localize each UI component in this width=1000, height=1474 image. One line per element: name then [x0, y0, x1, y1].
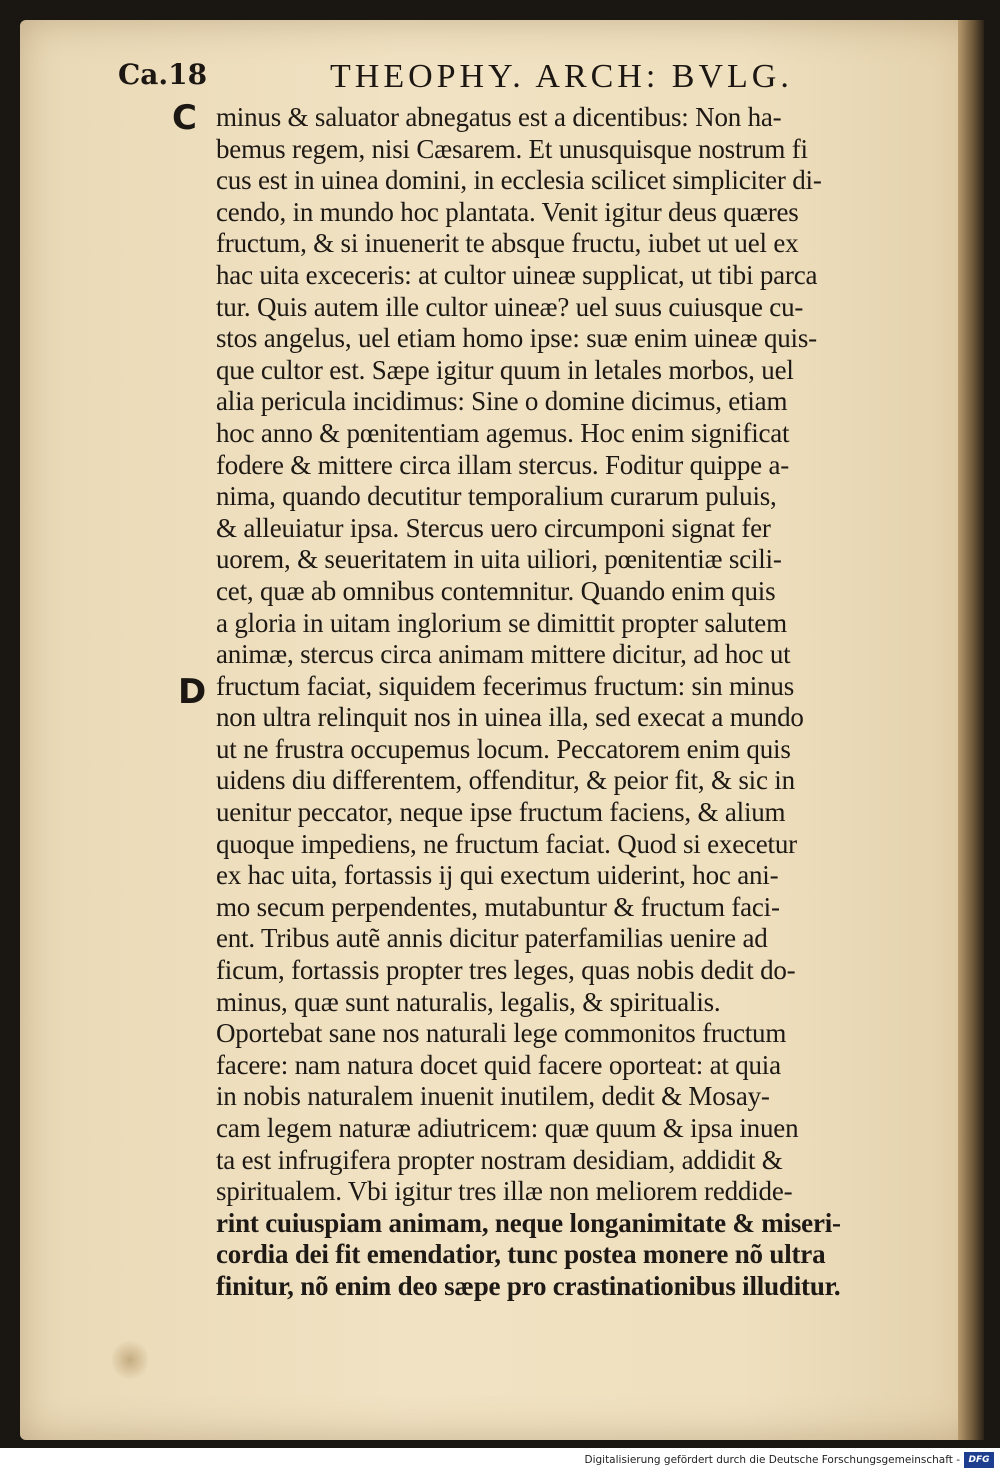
- text-line: cet, quæ ab omnibus contemnitur. Quando enim quis: [216, 575, 776, 606]
- text-line: mo secum perpendentes, mutabuntur & fructum faci-: [216, 891, 780, 922]
- text-line: bemus regem, nisi Cæsarem. Et unusquisque nostrum fi: [216, 133, 808, 164]
- text-line: stos angelus, uel etiam homo ipse: suæ enim uineæ quis-: [216, 323, 817, 354]
- text-line: non ultra relinquit nos in uinea illa, sed execat a mundo: [216, 702, 804, 733]
- text-line: rint cuiuspiam animam, neque longanimitate & miseri-: [216, 1207, 841, 1238]
- dfg-logo: DFG: [964, 1452, 994, 1468]
- text-line: cus est in uinea domini, in ecclesia scilicet simpliciter di-: [216, 165, 822, 196]
- paper-stain: [112, 1338, 148, 1382]
- text-line: facere: nam natura docet quid facere oporteat: at quia: [216, 1049, 781, 1080]
- text-line: cendo, in mundo hoc plantata. Venit igitur deus quæres: [216, 196, 799, 227]
- text-line: cam legem naturæ adiutricem: quæ quum & ipsa inuen: [216, 1113, 799, 1143]
- text-line: uenitur peccator, neque ipse fructum faciens, & alium: [216, 797, 786, 828]
- text-line: & alleuiatur ipsa. Stercus uero circumponi signat fer: [216, 512, 771, 543]
- text-line: nima, quando decutitur temporalium curarum puluis,: [216, 481, 777, 512]
- text-line: quoque impediens, ne fructum faciat. Quod si execetur: [216, 828, 797, 859]
- text-line: fodere & mittere circa illam stercus. Foditur quippe a-: [216, 449, 790, 480]
- page-footer: [0, 1452, 1000, 1472]
- book-gutter: [958, 20, 984, 1440]
- text-line: ta est infrugifera propter nostram desidiam, addidit &: [216, 1144, 783, 1175]
- text-line: in nobis naturalem inuenit inutilem, dedit & Mosay-: [216, 1081, 770, 1112]
- text-line: ent. Tribus autẽ annis dicitur paterfamilias uenire ad: [216, 923, 768, 954]
- text-line: uidens diu differentem, offenditur, & peior fit, & sic in: [216, 765, 795, 796]
- text-line: minus, quæ sunt naturalis, legalis, & spiritualis.: [216, 986, 721, 1017]
- text-line: Oportebat sane nos naturali lege commonitos fructum: [216, 1018, 787, 1049]
- text-line: ficum, fortassis propter tres leges, quas nobis dedit do-: [216, 955, 796, 986]
- text-line: hac uita exceceris: at cultor uineæ supplicat, ut tibi parca: [216, 259, 818, 290]
- body-text: [216, 102, 928, 1303]
- digitization-credit: Digitalisierung gefördert durch die Deutsche Forschungsgemeinschaft -: [584, 1454, 960, 1466]
- margin-letter-d: D: [178, 672, 207, 712]
- text-line: hoc anno & pœnitentiam agemus. Hoc enim significat: [216, 417, 790, 448]
- text-line: a gloria in uitam inglorium se dimittit propter salutem: [216, 607, 787, 638]
- text-line: ut ne frustra occupemus locum. Peccatorem enim quis: [216, 733, 791, 764]
- text-line: finitur, nõ enim deo sæpe pro crastinationibus illuditur.: [216, 1270, 841, 1301]
- text-line: cordia dei fit emendatior, tunc postea monere nõ ultra: [216, 1239, 826, 1270]
- text-line: minus & saluator abnegatus est a dicentibus: Non ha-: [216, 102, 782, 132]
- text-line: animæ, stercus circa animam mittere dicitur, ad hoc ut: [216, 639, 791, 670]
- text-line: que cultor est. Sæpe igitur quum in letales morbos, uel: [216, 354, 794, 385]
- text-line: alia pericula incidimus: Sine o domine dicimus, etiam: [216, 386, 788, 417]
- text-line: spiritualem. Vbi igitur tres illæ non meliorem reddide-: [216, 1176, 793, 1207]
- running-title: THEOPHY. ARCH: BVLG.: [330, 58, 793, 95]
- page-header: [0, 58, 1000, 98]
- text-line: tur. Quis autem ille cultor uineæ? uel suus cuiusque cu-: [216, 291, 804, 322]
- text-line: ex hac uita, fortassis ij qui exectum uiderint, hoc ani-: [216, 860, 779, 891]
- folio-number: Ca.18: [118, 58, 208, 91]
- text-line: fructum faciat, siquidem fecerimus fructum: sin minus: [216, 670, 794, 701]
- text-line: fructum, & si inuenerit te absque fructu, iubet ut uel ex: [216, 228, 799, 259]
- margin-letter-c: C: [172, 98, 197, 138]
- text-line: uorem, & seueritatem in uita uiliori, pœnitentiæ scili-: [216, 544, 782, 575]
